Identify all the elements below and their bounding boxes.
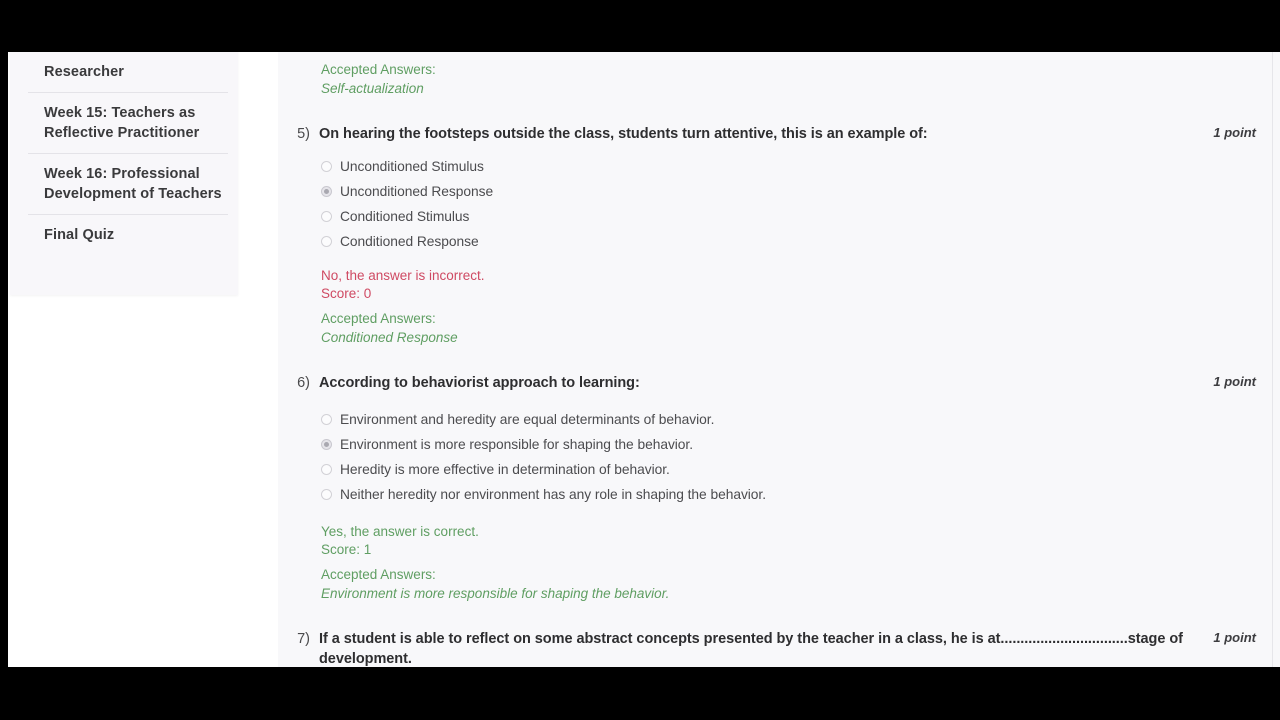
verdict-text: No, the answer is incorrect. (321, 268, 485, 283)
score-text: Score: 0 (321, 286, 372, 301)
option-label: Heredity is more effective in determination of behavior. (340, 462, 670, 477)
letterbox-bottom (0, 667, 1280, 720)
question-points: 1 point (1213, 374, 1256, 389)
radio-button-icon[interactable] (321, 161, 332, 172)
accepted-answers-label: Accepted Answers: (321, 62, 436, 77)
sidebar-item-label: Researcher (44, 64, 124, 80)
option-label: Neither heredity nor environment has any role in shaping the behavior. (340, 487, 766, 502)
question-header (278, 124, 1280, 144)
letterbox-left (0, 52, 8, 667)
option-row[interactable] (321, 179, 1280, 204)
option-row[interactable] (321, 204, 1280, 229)
question-block-5 (278, 124, 1280, 347)
quiz-results-panel (278, 52, 1280, 667)
option-row[interactable] (321, 457, 1280, 482)
accepted-answers-value: Conditioned Response (321, 330, 458, 345)
question-points: 1 point (1213, 630, 1256, 645)
question-text: According to behaviorist approach to learning: (319, 375, 640, 391)
sidebar-item-label: Week 15: Teachers as Reflective Practitioner (44, 105, 200, 141)
sidebar-item-label: Final Quiz (44, 227, 115, 243)
option-row[interactable] (321, 482, 1280, 507)
accepted-answers-label: Accepted Answers: (321, 311, 436, 326)
option-label: Environment and heredity are equal determinants of behavior. (340, 412, 715, 427)
course-sidebar (10, 38, 238, 295)
radio-button-icon[interactable] (321, 464, 332, 475)
question-block-6 (278, 373, 1280, 603)
option-row[interactable] (321, 432, 1280, 457)
question-points: 1 point (1213, 125, 1256, 140)
sidebar-item-final-quiz[interactable] (10, 215, 238, 255)
option-label: Environment is more responsible for shaping the behavior. (340, 437, 693, 452)
accepted-answers-label: Accepted Answers: (321, 567, 436, 582)
option-label: Unconditioned Stimulus (340, 159, 484, 174)
question-text: On hearing the footsteps outside the class, students turn attentive, this is an example of: (319, 126, 928, 142)
option-label: Unconditioned Response (340, 184, 494, 199)
question-feedback (278, 507, 1280, 603)
verdict-text: Yes, the answer is correct. (321, 524, 479, 539)
sidebar-item-researcher[interactable] (10, 52, 238, 92)
accepted-answers-value: Self-actualization (321, 81, 424, 96)
question-number: 7) (297, 631, 310, 647)
accepted-answers-value: Environment is more responsible for shaping the behavior. (321, 586, 670, 601)
sidebar-item-label: Week 16: Professional Development of Teachers (44, 166, 222, 202)
radio-button-icon[interactable] (321, 489, 332, 500)
radio-button-icon[interactable] (321, 414, 332, 425)
option-label: Conditioned Response (340, 234, 479, 249)
browser-page (8, 52, 1280, 667)
question-number: 5) (297, 126, 310, 142)
quiz-content (278, 52, 1280, 708)
radio-button-icon[interactable] (321, 236, 332, 247)
question-text: If a student is able to reflect on some abstract concepts presented by the teacher in a class, he is at................................stage of development. (319, 631, 1183, 667)
option-row[interactable] (321, 407, 1280, 432)
option-list (278, 393, 1280, 507)
radio-button-icon[interactable] (321, 439, 332, 450)
question-header (278, 373, 1280, 393)
sidebar-item-week-16[interactable] (10, 154, 238, 214)
radio-button-icon[interactable] (321, 186, 332, 197)
sidebar-item-week-15[interactable] (10, 93, 238, 153)
option-label: Conditioned Stimulus (340, 209, 470, 224)
radio-button-icon[interactable] (321, 211, 332, 222)
question-header (278, 629, 1280, 669)
letterbox-top (0, 0, 1280, 52)
question-feedback (278, 254, 1280, 347)
question-number: 6) (297, 375, 310, 391)
option-row[interactable] (321, 229, 1280, 254)
option-row[interactable] (321, 154, 1280, 179)
option-list (278, 144, 1280, 254)
score-text: Score: 1 (321, 542, 372, 557)
previous-question-feedback (278, 60, 1280, 98)
